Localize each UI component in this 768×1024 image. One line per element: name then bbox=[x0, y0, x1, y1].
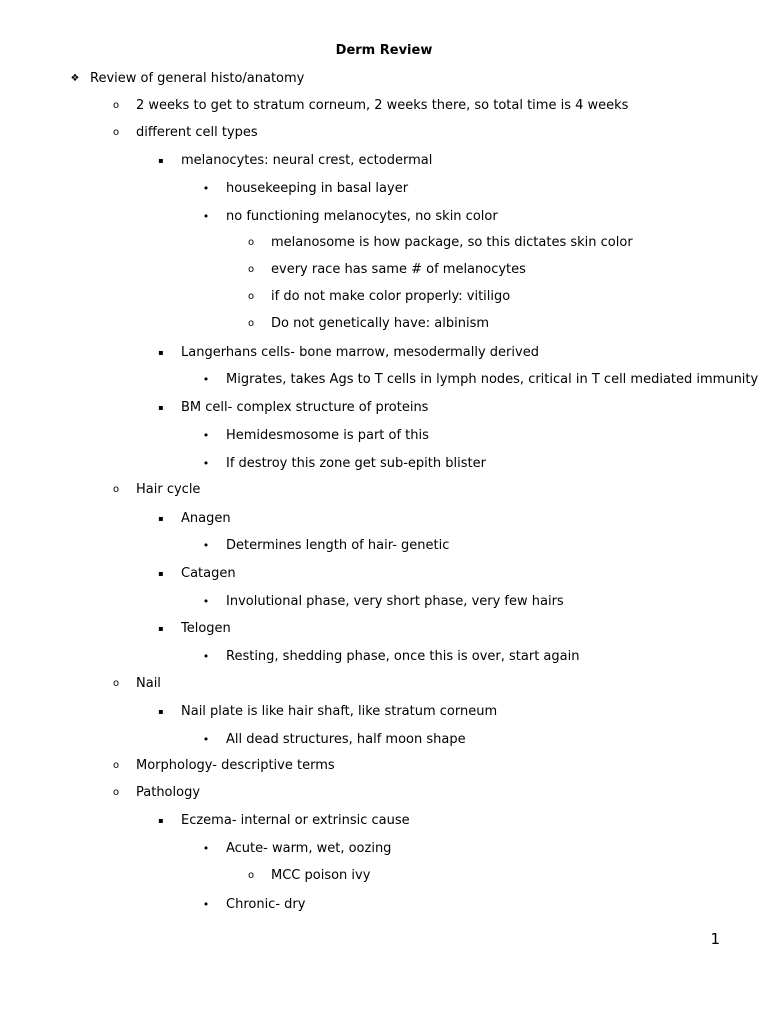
bullet-marker-level-2: o bbox=[112, 484, 120, 495]
page-number: 1 bbox=[710, 930, 720, 948]
outline-item-level-4: Chronic- dry bbox=[226, 897, 306, 912]
bullet-marker-level-4: • bbox=[202, 457, 210, 470]
bullet-marker-level-2: o bbox=[112, 678, 120, 689]
outline-item-level-3: BM cell- complex structure of proteins bbox=[181, 400, 429, 415]
outline-item-level-1: Review of general histo/anatomy bbox=[90, 71, 305, 86]
outline-item-level-4: Acute- warm, wet, oozing bbox=[226, 841, 392, 856]
outline-item-level-2: 2 weeks to get to stratum corneum, 2 weeks there, so total time is 4 weeks bbox=[136, 98, 629, 113]
bullet-marker-level-5: o bbox=[247, 237, 255, 248]
outline-item-level-5: Do not genetically have: albinism bbox=[271, 316, 490, 331]
outline-item-level-2: Nail bbox=[136, 676, 161, 691]
bullet-marker-level-3: ▪ bbox=[158, 569, 164, 578]
document-title: Derm Review bbox=[335, 43, 433, 58]
bullet-marker-level-2: o bbox=[112, 787, 120, 798]
outline-item-level-3: melanocytes: neural crest, ectodermal bbox=[181, 153, 433, 168]
outline-item-level-3: Catagen bbox=[181, 566, 236, 581]
bullet-marker-level-5: o bbox=[247, 870, 255, 881]
outline-item-level-3: Langerhans cells- bone marrow, mesodermally derived bbox=[181, 345, 539, 360]
outline-item-level-4: Resting, shedding phase, once this is over, start again bbox=[226, 649, 580, 664]
outline-item-level-3: Eczema- internal or extrinsic cause bbox=[181, 813, 410, 828]
bullet-marker-level-4: • bbox=[202, 842, 210, 855]
outline-item-level-3: Nail plate is like hair shaft, like stratum corneum bbox=[181, 704, 498, 719]
outline-item-level-5: if do not make color properly: vitiligo bbox=[271, 289, 511, 304]
outline-item-level-4: housekeeping in basal layer bbox=[226, 181, 409, 196]
outline-item-level-4: Determines length of hair- genetic bbox=[226, 538, 450, 553]
bullet-marker-level-3: ▪ bbox=[158, 348, 164, 357]
bullet-marker-level-2: o bbox=[112, 100, 120, 111]
bullet-marker-level-3: ▪ bbox=[158, 816, 164, 825]
outline-item-level-2: different cell types bbox=[136, 125, 258, 140]
bullet-marker-level-3: ▪ bbox=[158, 707, 164, 716]
bullet-marker-level-4: • bbox=[202, 733, 210, 746]
bullet-marker-level-4: • bbox=[202, 210, 210, 223]
outline-item-level-2: Pathology bbox=[136, 785, 201, 800]
bullet-marker-level-5: o bbox=[247, 264, 255, 275]
bullet-marker-level-4: • bbox=[202, 373, 210, 386]
bullet-marker-level-4: • bbox=[202, 650, 210, 663]
bullet-marker-level-2: o bbox=[112, 760, 120, 771]
bullet-marker-level-2: o bbox=[112, 127, 120, 138]
bullet-marker-level-1: ❖ bbox=[70, 73, 80, 84]
bullet-marker-level-4: • bbox=[202, 429, 210, 442]
outline-item-level-3: Telogen bbox=[181, 621, 231, 636]
bullet-marker-level-4: • bbox=[202, 595, 210, 608]
outline-item-level-5: every race has same # of melanocytes bbox=[271, 262, 526, 277]
outline-item-level-4: Involutional phase, very short phase, very few hairs bbox=[226, 594, 564, 609]
outline-item-level-4: All dead structures, half moon shape bbox=[226, 732, 466, 747]
bullet-marker-level-4: • bbox=[202, 898, 210, 911]
outline-item-level-3: Anagen bbox=[181, 511, 231, 526]
bullet-marker-level-4: • bbox=[202, 539, 210, 552]
outline-item-level-5: melanosome is how package, so this dictates skin color bbox=[271, 235, 633, 250]
outline-item-level-4: no functioning melanocytes, no skin color bbox=[226, 209, 498, 224]
bullet-marker-level-3: ▪ bbox=[158, 514, 164, 523]
bullet-marker-level-4: • bbox=[202, 182, 210, 195]
bullet-marker-level-5: o bbox=[247, 291, 255, 302]
bullet-marker-level-3: ▪ bbox=[158, 156, 164, 165]
outline-item-level-4: If destroy this zone get sub-epith blister bbox=[226, 456, 486, 471]
outline-item-level-5: MCC poison ivy bbox=[271, 868, 371, 883]
bullet-marker-level-3: ▪ bbox=[158, 403, 164, 412]
outline-item-level-4: Hemidesmosome is part of this bbox=[226, 428, 429, 443]
outline-item-level-4: Migrates, takes Ags to T cells in lymph nodes, critical in T cell mediated immunity bbox=[226, 372, 759, 387]
bullet-marker-level-5: o bbox=[247, 318, 255, 329]
outline-item-level-2: Morphology- descriptive terms bbox=[136, 758, 335, 773]
outline-item-level-2: Hair cycle bbox=[136, 482, 201, 497]
bullet-marker-level-3: ▪ bbox=[158, 624, 164, 633]
